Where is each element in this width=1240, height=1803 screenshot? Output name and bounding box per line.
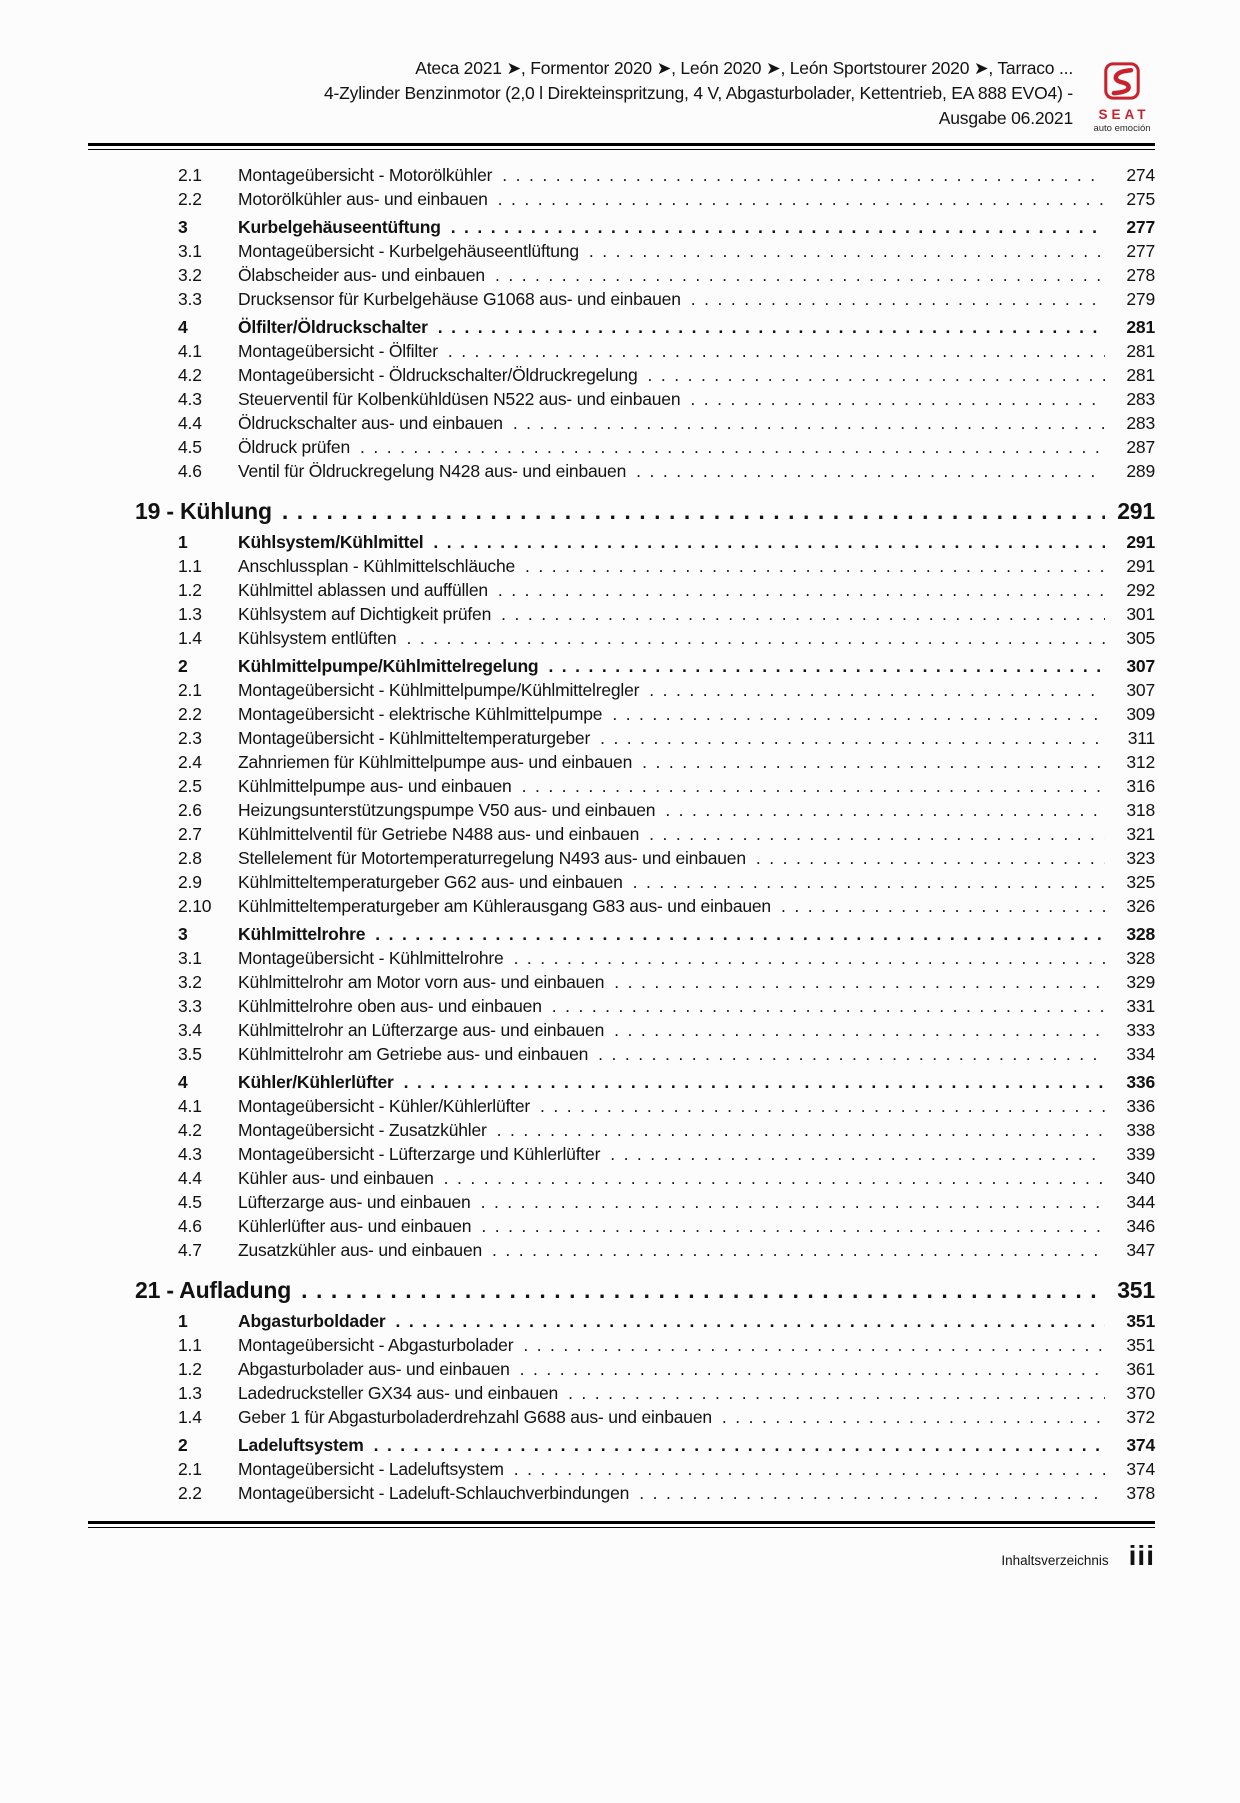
toc-row[interactable] xyxy=(88,1275,1155,1305)
toc-entry-page: 340 xyxy=(1126,1168,1155,1188)
toc-row[interactable] xyxy=(88,994,1155,1018)
toc-entry-title: Kühlmittelrohr am Motor vorn aus- und einbauen xyxy=(238,972,605,992)
dot-leader xyxy=(552,994,1105,1018)
toc-entry-title: Kühlmittelrohr an Lüfterzarge aus- und einbauen xyxy=(238,1020,605,1040)
dot-leader xyxy=(404,1070,1105,1094)
toc-entry-number: 3.4 xyxy=(178,1020,202,1040)
toc-entry-title: Stellelement für Motortemperaturregelung N493 aus- und einbauen xyxy=(238,848,746,868)
dot-leader xyxy=(548,654,1105,678)
dot-leader xyxy=(448,339,1105,363)
toc-entry-number: 2.8 xyxy=(178,848,202,868)
toc-entry-number: 2.4 xyxy=(178,752,202,772)
toc-row[interactable] xyxy=(88,1433,1155,1457)
toc-row[interactable] xyxy=(88,496,1155,526)
dot-leader xyxy=(444,1166,1105,1190)
toc-entry-title: Montageübersicht - Kühlmittelrohre xyxy=(238,948,504,968)
toc-entry-number: 4.5 xyxy=(178,437,202,457)
toc-entry-page: 351 xyxy=(1126,1335,1155,1355)
toc-entry-page: 275 xyxy=(1126,189,1155,209)
seat-brand-text: SEAT xyxy=(1098,107,1150,122)
toc-entry-title: Montageübersicht - Kühlmitteltemperaturgeber xyxy=(238,728,591,748)
dot-leader xyxy=(722,1405,1105,1429)
toc-entry-number: 4.2 xyxy=(178,365,202,385)
toc-row[interactable] xyxy=(88,1094,1155,1118)
toc-entry-number: 2.5 xyxy=(178,776,202,796)
toc-entry-page: 312 xyxy=(1126,752,1155,772)
dot-leader xyxy=(282,496,1105,526)
toc-entry-number: 4 xyxy=(178,317,188,337)
dot-leader xyxy=(438,315,1105,339)
toc-entry-title: Kühler/Kühlerlüfter xyxy=(238,1072,394,1092)
toc-row[interactable] xyxy=(88,654,1155,678)
toc-entry-title: Ölfilter/Öldruckschalter xyxy=(238,317,428,337)
toc-entry-number: 3.2 xyxy=(178,972,202,992)
dot-leader xyxy=(514,946,1105,970)
toc-entry-page: 378 xyxy=(1126,1483,1155,1503)
toc-entry-title: Montageübersicht - Zusatzkühler xyxy=(238,1120,487,1140)
toc-entry-title: Ölabscheider aus- und einbauen xyxy=(238,265,485,285)
dot-leader xyxy=(614,1018,1105,1042)
toc-entry-title: Kühlmittelventil für Getriebe N488 aus- und einbauen xyxy=(238,824,640,844)
dot-leader xyxy=(614,970,1105,994)
dot-leader xyxy=(433,530,1105,554)
toc-row[interactable] xyxy=(88,1070,1155,1094)
toc-entry-title: Kühlsystem auf Dichtigkeit prüfen xyxy=(238,604,492,624)
toc-row[interactable] xyxy=(88,750,1155,774)
toc-entry-title: Lüfterzarge aus- und einbauen xyxy=(238,1192,471,1212)
header-divider xyxy=(88,143,1155,150)
toc-entry-number: 4.4 xyxy=(178,413,202,433)
dot-leader xyxy=(600,726,1105,750)
toc-entry-number: 1.4 xyxy=(178,628,202,648)
toc-entry-number: 3.1 xyxy=(178,241,202,261)
toc-entry-title: Abgasturboldader xyxy=(238,1311,386,1331)
toc-entry-page: 372 xyxy=(1126,1407,1155,1427)
toc-entry-page: 301 xyxy=(1126,604,1155,624)
dot-leader xyxy=(525,554,1105,578)
toc-entry-number: 1.3 xyxy=(178,1383,202,1403)
toc-entry-title: Zusatzkühler aus- und einbauen xyxy=(238,1240,483,1260)
dot-leader xyxy=(481,1214,1105,1238)
toc-entry-page: 277 xyxy=(1126,241,1155,261)
toc-row[interactable] xyxy=(88,578,1155,602)
toc-row[interactable] xyxy=(88,363,1155,387)
toc-row[interactable] xyxy=(88,1309,1155,1333)
toc-entry-title: Öldruck prüfen xyxy=(238,437,350,457)
seat-tagline-text: auto emoción xyxy=(1093,123,1151,134)
toc-entry-page: 307 xyxy=(1126,680,1155,700)
toc-row[interactable] xyxy=(88,263,1155,287)
toc-entry-page: 361 xyxy=(1126,1359,1155,1379)
toc-entry-number: 4.4 xyxy=(178,1168,202,1188)
toc-entry-number: 2.10 xyxy=(178,896,212,916)
dot-leader xyxy=(639,1481,1105,1505)
engine-description-line: 4-Zylinder Benzinmotor (2,0 l Direkteinspritzung, 4 V, Abgasturbolader, Kettentrieb, EA 888 EVO4) - xyxy=(324,83,1073,103)
toc-row[interactable] xyxy=(88,1166,1155,1190)
toc-entry-title: Montageübersicht - Ölfilter xyxy=(238,341,438,361)
toc-entry-number: 2.3 xyxy=(178,728,202,748)
toc-entry-title: Montageübersicht - Kühlmittelpumpe/Kühlmittelregler xyxy=(238,680,640,700)
toc-row[interactable] xyxy=(88,1405,1155,1429)
toc-entry-number: 2 xyxy=(178,1435,188,1455)
toc-entry-page: 329 xyxy=(1126,972,1155,992)
toc-entry-number: 4.6 xyxy=(178,461,202,481)
toc-entry-title: Kühlmitteltemperaturgeber am Kühlerausgang G83 aus- und einbauen xyxy=(238,896,771,916)
toc-entry-number: 2.2 xyxy=(178,704,202,724)
toc-entry-number: 3.1 xyxy=(178,948,202,968)
toc-entry-title: Montageübersicht - Kühler/Kühlerlüfter xyxy=(238,1096,531,1116)
edition-line: Ausgabe 06.2021 xyxy=(938,108,1073,128)
toc-entry-page: 351 xyxy=(1126,1311,1155,1331)
footer-divider xyxy=(88,1521,1155,1528)
toc-row[interactable] xyxy=(88,1118,1155,1142)
toc-entry-page: 328 xyxy=(1126,924,1155,944)
document-title-block xyxy=(88,50,1073,131)
toc-entry-number: 2.1 xyxy=(178,1459,202,1479)
seat-emblem-icon xyxy=(1104,62,1140,105)
dot-leader xyxy=(481,1190,1105,1214)
toc-row[interactable] xyxy=(88,1214,1155,1238)
toc-entry-page: 318 xyxy=(1126,800,1155,820)
toc-entry-title: Kühlmittelrohre xyxy=(238,924,366,944)
dot-leader xyxy=(514,1457,1105,1481)
toc-entry-title: Kühlsystem/Kühlmittel xyxy=(238,532,424,552)
toc-row[interactable] xyxy=(88,1457,1155,1481)
toc-entry-page: 283 xyxy=(1126,389,1155,409)
toc-row[interactable] xyxy=(88,1190,1155,1214)
toc-entry-number: 4.2 xyxy=(178,1120,202,1140)
toc-row[interactable] xyxy=(88,554,1155,578)
toc-entry-number: 4.3 xyxy=(178,1144,202,1164)
toc-entry-page: 281 xyxy=(1126,365,1155,385)
dot-leader xyxy=(360,435,1105,459)
toc-entry-number: 3 xyxy=(178,924,188,944)
dot-leader xyxy=(612,702,1105,726)
toc-row[interactable] xyxy=(88,946,1155,970)
seat-logo xyxy=(1089,50,1155,134)
toc-entry-page: 311 xyxy=(1127,728,1155,748)
toc-entry-number: 1.2 xyxy=(178,580,202,600)
toc-entry-page: 291 xyxy=(1117,498,1155,524)
toc-row[interactable] xyxy=(88,1481,1155,1505)
dot-leader xyxy=(756,846,1105,870)
toc-entry-title: Kühlerlüfter aus- und einbauen xyxy=(238,1216,472,1236)
toc-entry-title: Montageübersicht - Lüfterzarge und Kühlerlüfter xyxy=(238,1144,601,1164)
toc xyxy=(88,163,1155,1505)
toc-entry-title: Kühlmittelpumpe/Kühlmittelregelung xyxy=(238,656,539,676)
toc-entry-title: Kühlmittelrohr am Getriebe aus- und einbauen xyxy=(238,1044,589,1064)
toc-entry-page: 370 xyxy=(1126,1383,1155,1403)
dot-leader xyxy=(522,774,1105,798)
toc-entry-page: 291 xyxy=(1126,556,1155,576)
toc-entry-number: 2.2 xyxy=(178,189,202,209)
toc-entry-page: 307 xyxy=(1126,656,1155,676)
toc-entry-page: 331 xyxy=(1126,996,1155,1016)
dot-leader xyxy=(665,798,1105,822)
toc-entry-page: 305 xyxy=(1126,628,1155,648)
toc-row[interactable] xyxy=(88,1042,1155,1066)
toc-entry-number: 2.1 xyxy=(178,165,202,185)
toc-entry-page: 374 xyxy=(1126,1435,1155,1455)
toc-entry-page: 339 xyxy=(1126,1144,1155,1164)
dot-leader xyxy=(520,1357,1105,1381)
toc-entry-title: Öldruckschalter aus- und einbauen xyxy=(238,413,503,433)
toc-row[interactable] xyxy=(88,287,1155,311)
toc-entry-title: Anschlussplan - Kühlmittelschläuche xyxy=(238,556,516,576)
toc-entry-number: 1.4 xyxy=(178,1407,202,1427)
toc-entry-number: 2 xyxy=(178,656,188,676)
toc-entry-number: 2.2 xyxy=(178,1483,202,1503)
dot-leader xyxy=(598,1042,1105,1066)
toc-row[interactable] xyxy=(88,435,1155,459)
dot-leader xyxy=(495,263,1105,287)
toc-entry-number: 4.7 xyxy=(178,1240,202,1260)
toc-entry-page: 338 xyxy=(1126,1120,1155,1140)
dot-leader xyxy=(690,387,1105,411)
toc-entry-page: 326 xyxy=(1126,896,1155,916)
toc-entry-number: 1.1 xyxy=(178,1335,202,1355)
toc-row[interactable] xyxy=(88,870,1155,894)
toc-entry-number: 3.2 xyxy=(178,265,202,285)
toc-entry-number: 4.3 xyxy=(178,389,202,409)
toc-chapter-title: 19 - Kühlung xyxy=(135,498,272,524)
toc-entry-number: 1.1 xyxy=(178,556,202,576)
toc-entry-page: 292 xyxy=(1126,580,1155,600)
dot-leader xyxy=(523,1333,1105,1357)
toc-entry-number: 4.1 xyxy=(178,341,202,361)
toc-entry-number: 4 xyxy=(178,1072,188,1092)
footer-section-label: Inhaltsverzeichnis xyxy=(1001,1553,1109,1568)
dot-leader xyxy=(498,578,1105,602)
dot-leader xyxy=(502,163,1105,187)
toc-entry-title: Montageübersicht - Abgasturbolader xyxy=(238,1335,514,1355)
toc-row[interactable] xyxy=(88,774,1155,798)
toc-row[interactable] xyxy=(88,678,1155,702)
toc-entry-title: Kühler aus- und einbauen xyxy=(238,1168,434,1188)
toc-entry-page: 325 xyxy=(1126,872,1155,892)
toc-entry-title: Kühlmittelrohre oben aus- und einbauen xyxy=(238,996,542,1016)
toc-entry-number: 4.5 xyxy=(178,1192,202,1212)
toc-entry-title: Heizungsunterstützungspumpe V50 aus- und einbauen xyxy=(238,800,656,820)
toc-entry-title: Montageübersicht - Motorölkühler xyxy=(238,165,493,185)
toc-entry-title: Kühlsystem entlüften xyxy=(238,628,397,648)
toc-entry-page: 278 xyxy=(1126,265,1155,285)
toc-entry-page: 316 xyxy=(1126,776,1155,796)
toc-entry-page: 283 xyxy=(1126,413,1155,433)
toc-entry-page: 347 xyxy=(1126,1240,1155,1260)
toc-row[interactable] xyxy=(88,239,1155,263)
toc-row[interactable] xyxy=(88,1357,1155,1381)
dot-leader xyxy=(375,922,1105,946)
toc-entry-title: Motorölkühler aus- und einbauen xyxy=(238,189,488,209)
toc-entry-page: 279 xyxy=(1126,289,1155,309)
dot-leader xyxy=(498,187,1105,211)
toc-entry-number: 3.5 xyxy=(178,1044,202,1064)
dot-leader xyxy=(636,459,1105,483)
dot-leader xyxy=(691,287,1105,311)
toc-row[interactable] xyxy=(88,846,1155,870)
model-list-line: Ateca 2021 ➤, Formentor 2020 ➤, León 2020 ➤, León Sportstourer 2020 ➤, Tarraco ... xyxy=(415,58,1073,78)
dot-leader xyxy=(497,1118,1105,1142)
toc-entry-page: 346 xyxy=(1126,1216,1155,1236)
dot-leader xyxy=(610,1142,1105,1166)
dot-leader xyxy=(649,822,1105,846)
toc-row[interactable] xyxy=(88,626,1155,650)
toc-row[interactable] xyxy=(88,702,1155,726)
toc-entry-number: 4.1 xyxy=(178,1096,202,1116)
toc-entry-number: 3.3 xyxy=(178,996,202,1016)
toc-row[interactable] xyxy=(88,1381,1155,1405)
toc-entry-title: Kurbelgehäuseentüftung xyxy=(238,217,441,237)
toc-entry-title: Steuerventil für Kolbenkühldüsen N522 aus- und einbauen xyxy=(238,389,681,409)
toc-entry-page: 344 xyxy=(1126,1192,1155,1212)
toc-entry-page: 333 xyxy=(1126,1020,1155,1040)
toc-entry-title: Montageübersicht - Ladeluftsystem xyxy=(238,1459,504,1479)
page-footer xyxy=(88,1540,1155,1572)
toc-entry-number: 1 xyxy=(178,1311,188,1331)
dot-leader xyxy=(589,239,1105,263)
manual-toc-page xyxy=(0,50,1240,1803)
toc-row[interactable] xyxy=(88,602,1155,626)
toc-entry-page: 274 xyxy=(1126,165,1155,185)
toc-row[interactable] xyxy=(88,822,1155,846)
toc-entry-title: Drucksensor für Kurbelgehäuse G1068 aus- und einbauen xyxy=(238,289,681,309)
toc-entry-title: Kühlmittelpumpe aus- und einbauen xyxy=(238,776,512,796)
toc-row[interactable] xyxy=(88,387,1155,411)
dot-leader xyxy=(642,750,1105,774)
toc-entry-title: Kühlmitteltemperaturgeber G62 aus- und einbauen xyxy=(238,872,623,892)
toc-entry-title: Montageübersicht - Kurbelgehäuseentlüftung xyxy=(238,241,579,261)
toc-entry-number: 4.6 xyxy=(178,1216,202,1236)
toc-row[interactable] xyxy=(88,970,1155,994)
toc-entry-page: 287 xyxy=(1126,437,1155,457)
toc-entry-number: 3.3 xyxy=(178,289,202,309)
dot-leader xyxy=(301,1275,1105,1305)
toc-entry-page: 277 xyxy=(1126,217,1155,237)
page-number-roman: iii xyxy=(1128,1540,1155,1571)
toc-row[interactable] xyxy=(88,339,1155,363)
toc-entry-title: Ventil für Öldruckregelung N428 aus- und einbauen xyxy=(238,461,627,481)
dot-leader xyxy=(451,215,1105,239)
toc-entry-number: 2.9 xyxy=(178,872,202,892)
toc-entry-page: 321 xyxy=(1126,824,1155,844)
dot-leader xyxy=(513,411,1105,435)
toc-entry-title: Montageübersicht - Ladeluft-Schlauchverbindungen xyxy=(238,1483,630,1503)
toc-row[interactable] xyxy=(88,459,1155,483)
dot-leader xyxy=(649,678,1105,702)
toc-entry-number: 2.1 xyxy=(178,680,202,700)
toc-entry-title: Montageübersicht - elektrische Kühlmittelpumpe xyxy=(238,704,603,724)
dot-leader xyxy=(501,602,1105,626)
toc-entry-page: 336 xyxy=(1126,1072,1155,1092)
toc-entry-number: 3 xyxy=(178,217,188,237)
toc-entry-page: 351 xyxy=(1117,1277,1155,1303)
page-header xyxy=(88,50,1155,134)
toc-row[interactable] xyxy=(88,1018,1155,1042)
toc-entry-page: 289 xyxy=(1126,461,1155,481)
toc-row[interactable] xyxy=(88,1333,1155,1357)
dot-leader xyxy=(374,1433,1105,1457)
toc-row[interactable] xyxy=(88,215,1155,239)
toc-row[interactable] xyxy=(88,726,1155,750)
toc-entry-title: Abgasturbolader aus- und einbauen xyxy=(238,1359,510,1379)
toc-row[interactable] xyxy=(88,1238,1155,1262)
toc-row[interactable] xyxy=(88,798,1155,822)
toc-row[interactable] xyxy=(88,530,1155,554)
toc-entry-title: Zahnriemen für Kühlmittelpumpe aus- und einbauen xyxy=(238,752,633,772)
dot-leader xyxy=(396,1309,1105,1333)
toc-row[interactable] xyxy=(88,1142,1155,1166)
toc-entry-page: 323 xyxy=(1126,848,1155,868)
dot-leader xyxy=(540,1094,1105,1118)
toc-entry-page: 309 xyxy=(1126,704,1155,724)
toc-entry-number: 1 xyxy=(178,532,188,552)
toc-entry-page: 328 xyxy=(1126,948,1155,968)
dot-leader xyxy=(633,870,1105,894)
dot-leader xyxy=(492,1238,1105,1262)
toc-entry-title: Montageübersicht - Öldruckschalter/Öldruckregelung xyxy=(238,365,638,385)
toc-row[interactable] xyxy=(88,187,1155,211)
toc-entry-number: 1.3 xyxy=(178,604,202,624)
toc-row[interactable] xyxy=(88,922,1155,946)
toc-entry-page: 334 xyxy=(1126,1044,1155,1064)
toc-entry-number: 1.2 xyxy=(178,1359,202,1379)
toc-entry-number: 2.6 xyxy=(178,800,202,820)
toc-chapter-title: 21 - Aufladung xyxy=(135,1277,292,1303)
toc-entry-page: 336 xyxy=(1126,1096,1155,1116)
dot-leader xyxy=(568,1381,1105,1405)
dot-leader xyxy=(648,363,1106,387)
toc-entry-page: 281 xyxy=(1126,341,1155,361)
toc-entry-title: Kühlmittel ablassen und auffüllen xyxy=(238,580,488,600)
dot-leader xyxy=(781,894,1105,918)
toc-row[interactable] xyxy=(88,894,1155,918)
toc-entry-title: Geber 1 für Abgasturboladerdrehzahl G688 aus- und einbauen xyxy=(238,1407,712,1427)
toc-row[interactable] xyxy=(88,315,1155,339)
toc-entry-page: 374 xyxy=(1126,1459,1155,1479)
toc-row[interactable] xyxy=(88,163,1155,187)
toc-entry-number: 2.7 xyxy=(178,824,202,844)
toc-entry-title: Ladedrucksteller GX34 aus- und einbauen xyxy=(238,1383,559,1403)
toc-entry-title: Ladeluftsystem xyxy=(238,1435,364,1455)
toc-entry-page: 281 xyxy=(1126,317,1155,337)
toc-entry-page: 291 xyxy=(1126,532,1155,552)
dot-leader xyxy=(406,626,1105,650)
toc-row[interactable] xyxy=(88,411,1155,435)
